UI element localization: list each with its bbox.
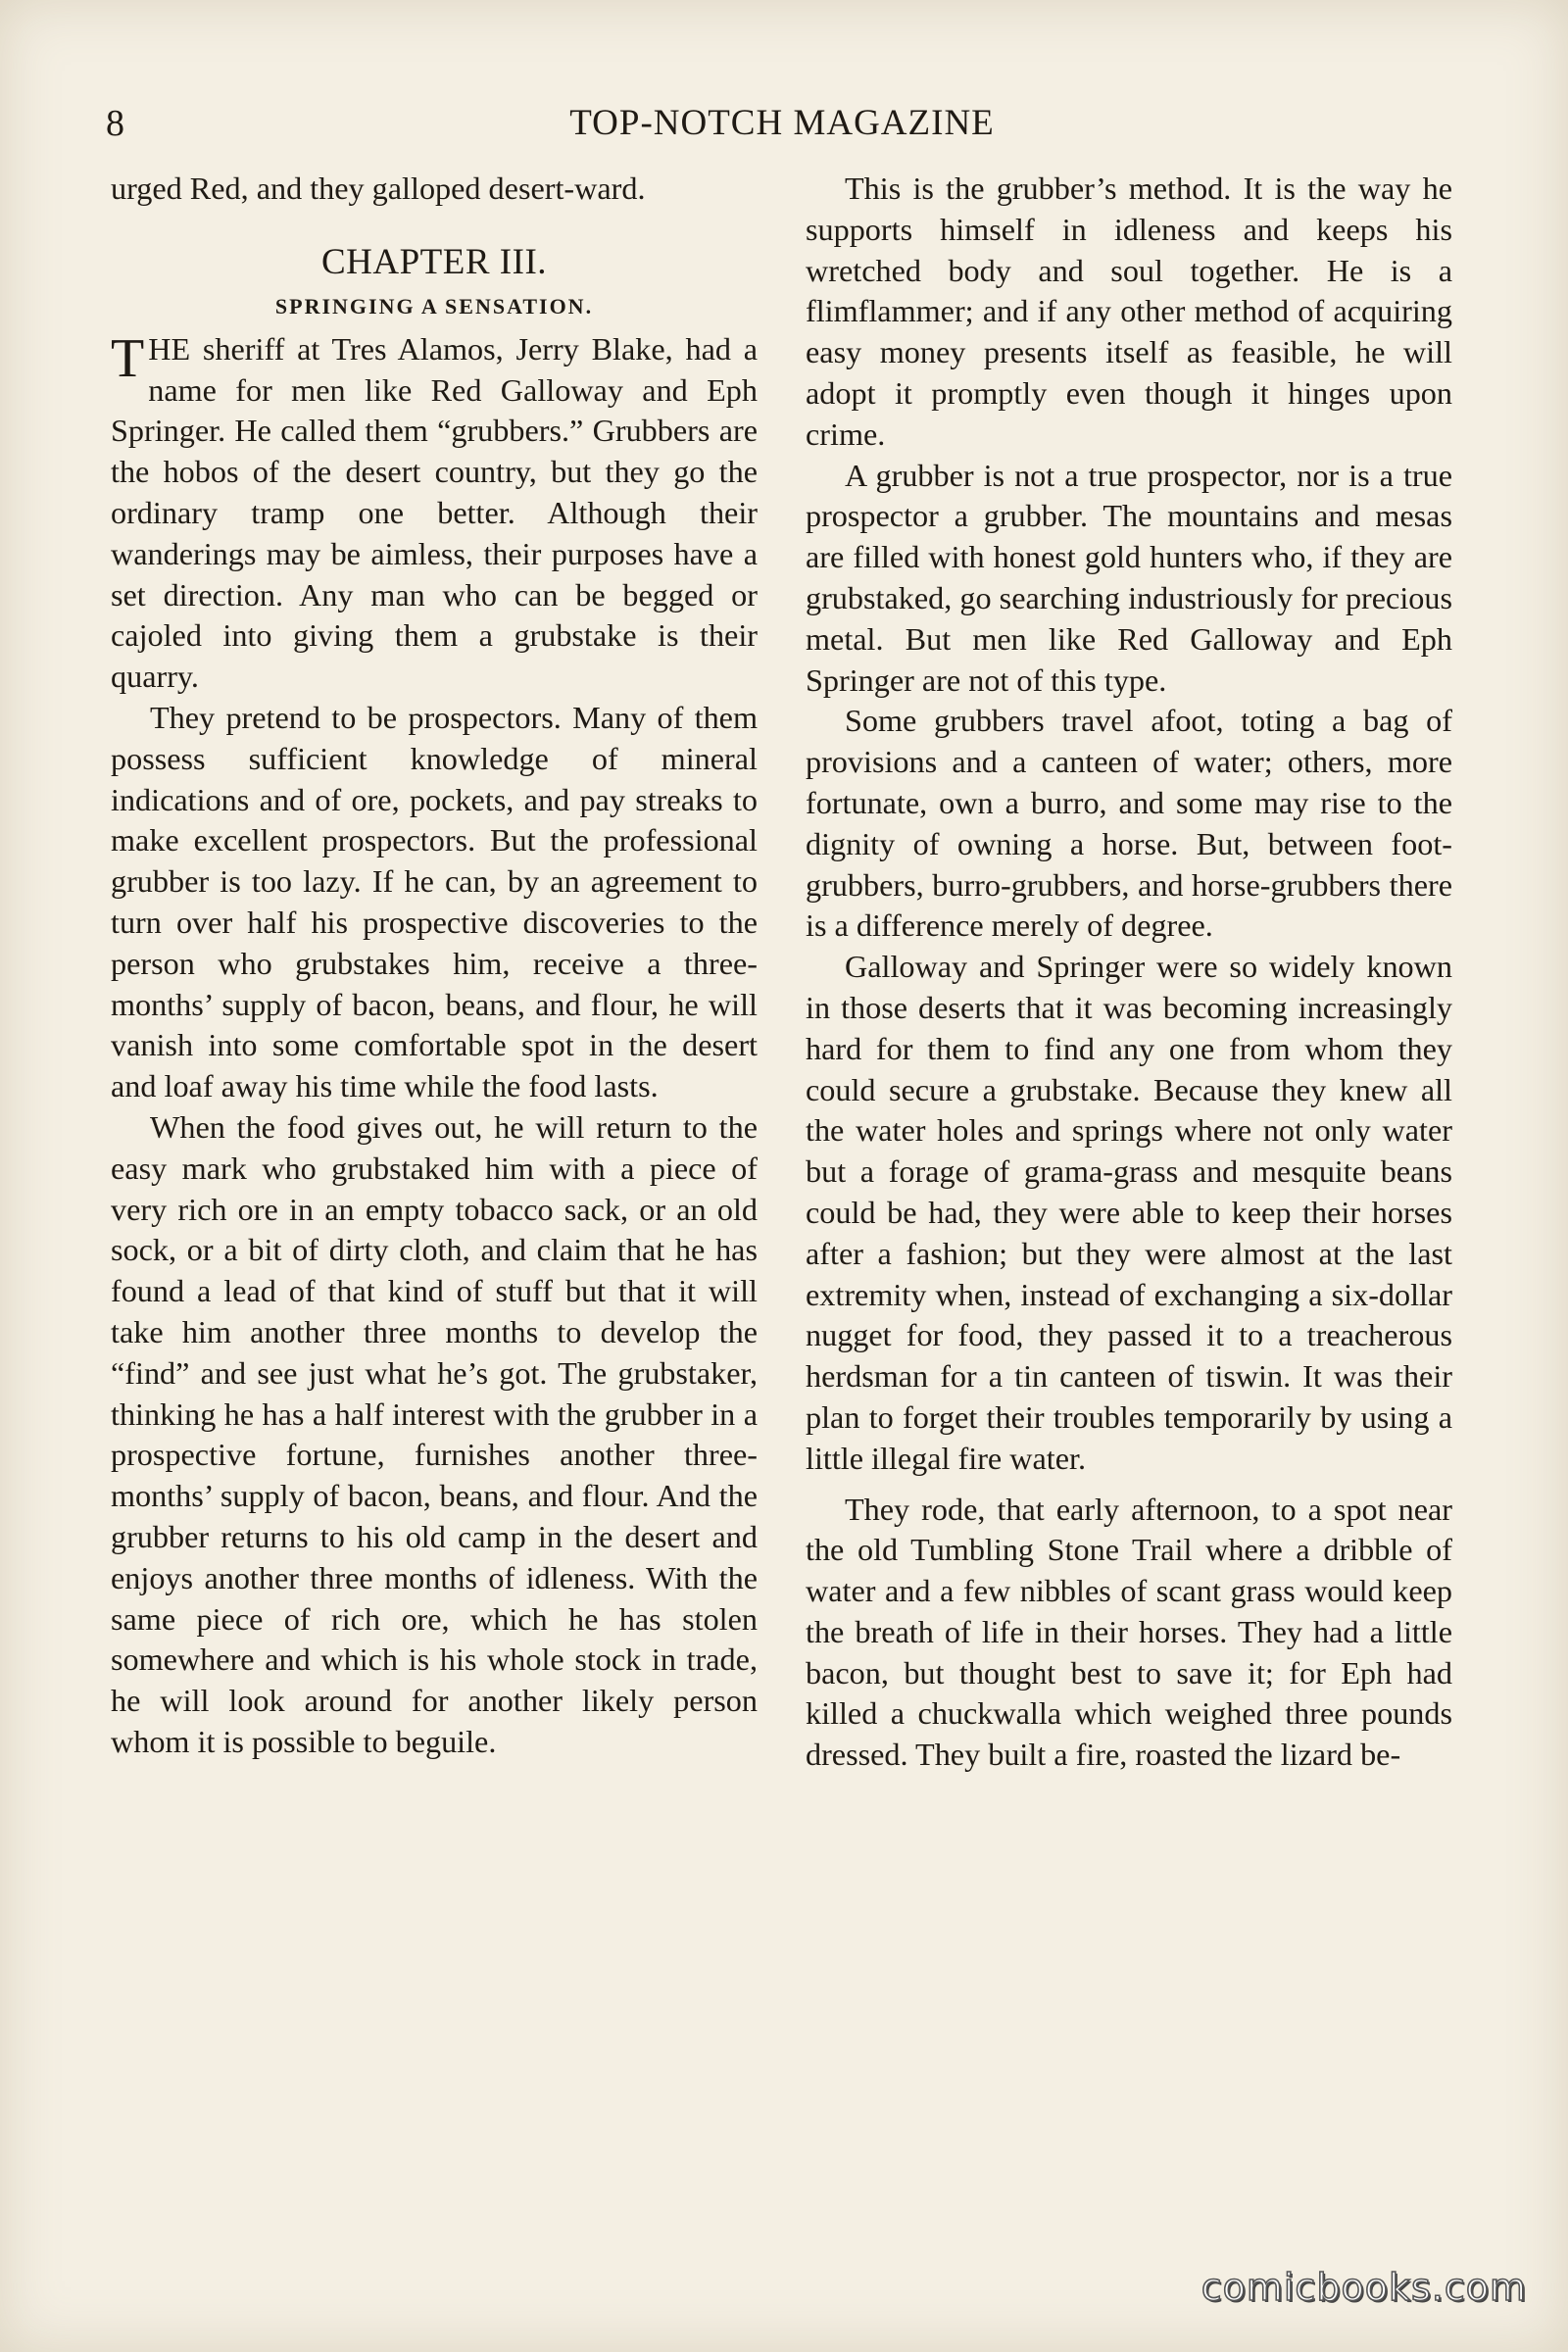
paragraph: When the food gives out, he will return to the easy mark who grubstaked him with a piece of very rich ore in an empty tobacco sack, or an old sock, or a bit of dirty cloth, and claim that he has found a lead of that kind of stuff but that it will take him another three months to develop the “find” and see just what he’s got. The grubstaker, thinking he has a half interest with the grubber in a prospective fortune, furnishes another three-months’ supply of bacon, beans, and flour. And the grubber returns to his old camp in the desert and enjoys another three months of idleness. With the same piece of rich ore, which he has stolen somewhere and which is his whole stock in trade, he will look around for another likely person whom it is possible to beguile. xyxy=(111,1108,758,1759)
chapter-heading: CHAPTER III. xyxy=(320,241,548,282)
page-header xyxy=(106,96,1458,151)
paragraph: This is the grubber’s method. It is the way he supports himself in idleness and keeps his wretched body and soul together. He is a flimflammer; and if any other method of acquiring easy money presents itself as feasible, he will adopt it promptly even though it hinges upon crime. xyxy=(806,171,1452,452)
watermark: comicbooks.com xyxy=(1200,2266,1527,2309)
chapter-subtitle: SPRINGING A SENSATION. xyxy=(274,293,594,318)
left-column xyxy=(111,169,758,1763)
paragraph: Some grubbers travel afoot, toting a bag of provisions and a canteen of water; others, more fortunate, own a burro, and some may rise to the dignity of owning a horse. But, between foot-grubbers, burro-grubbers, and horse-grubbers there is a difference merely of degree. xyxy=(806,703,1452,944)
opening-paragraph xyxy=(111,329,758,698)
paragraph: A grubber is not a true prospector, nor is a true prospector a grubber. The mountains and mesas are filled with honest gold hunters who, if they are grubstaked, go searching industriously for precious metal. But men like Red Galloway and Eph Springer are not of this type. xyxy=(806,457,1452,698)
paragraph: Galloway and Springer were so widely known in those deserts that it was becoming increasingly hard for them to find any one from whom they could secure a grubstake. Because they knew all the water holes and springs where not only water but a forage of grama-grass and mesquite beans could be had, they were able to keep their horses after a fashion; but they were almost at the last extremity when, instead of exchanging a six-dollar nugget for food, they passed it to a treacherous herdsman for a tin canteen of tiswin. It was their plan to forget their troubles temporarily by using a little illegal fire water. xyxy=(806,949,1452,1476)
magazine-title: TOP-NOTCH MAGAZINE xyxy=(569,103,995,143)
paragraph: They rode, that early afternoon, to a spot near the old Tumbling Stone Trail where a dribble of water and a few nibbles of scant grass would keep the breath of life in their horses. They had a little bacon, but thought best to save it; for Eph had killed a chuckwalla which weighed three pounds dressed. They built a fire, roasted the lizard be- xyxy=(806,1491,1452,1773)
opening-paragraph-text: HE sheriff at Tres Alamos, Jerry Blake, had a name for men like Red Galloway and Eph Springer. He called them “grubbers.” Grubbers are the hobos of the desert country, but they go the ordinary tramp one better. Although their wanderings may be aimless, their purposes have a set direction. Any man who can be begged or cajoled into giving them a grubstake is their quarry. xyxy=(111,330,758,695)
page-number: 8 xyxy=(106,103,124,144)
drop-cap: T xyxy=(111,327,145,389)
paragraph: They pretend to be prospectors. Many of them possess sufficient knowledge of mineral indications and of ore, pockets, and pay streaks to make excellent prospectors. But the professional grubber is too lazy. If he can, by an agreement to turn over half his prospective discoveries to the person who grubstakes him, receive a three-months’ supply of bacon, beans, and flour, he will vanish into some comfortable spot in the desert and loaf away his time while the food lasts. xyxy=(111,699,758,1104)
continued-paragraph: urged Red, and they galloped desert-ward. xyxy=(111,171,646,206)
right-column xyxy=(806,169,1452,1776)
